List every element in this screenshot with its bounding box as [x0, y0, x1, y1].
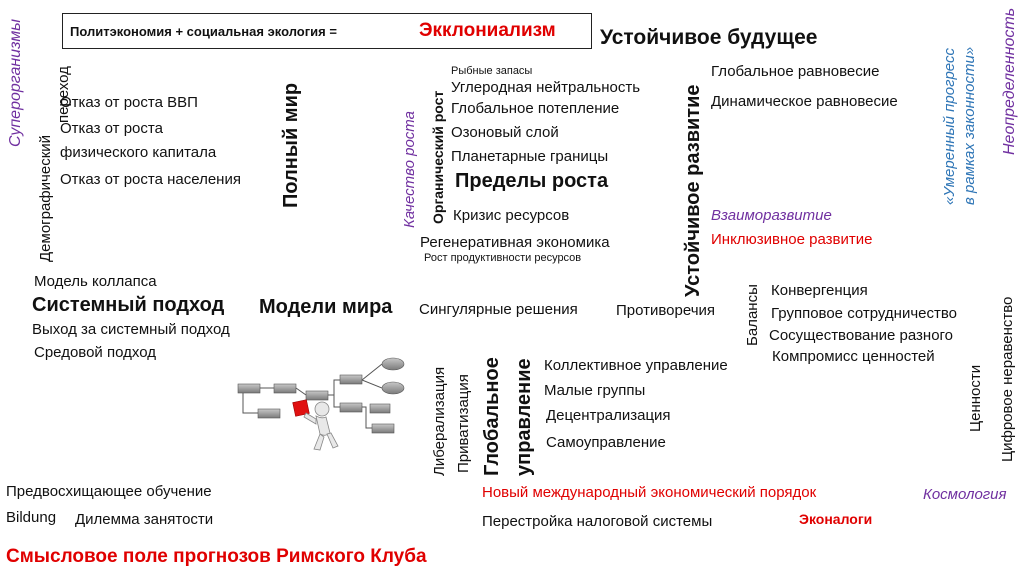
moderate-progress-label-1: «Умеренный прогресс — [941, 48, 958, 205]
resource-productivity: Рост продуктивности ресурсов — [424, 252, 582, 264]
fish-stocks: Рыбные запасы — [451, 65, 533, 77]
global-equilibrium: Глобальное равновесие — [711, 63, 880, 80]
regenerative-economy: Регенеративная экономика — [420, 234, 610, 251]
resource-crisis: Кризис ресурсов — [453, 207, 570, 224]
balances-label: Балансы — [744, 284, 761, 346]
left-item-capital-1: Отказ от роста — [60, 120, 163, 137]
coexistence: Сосуществование разного — [769, 327, 954, 344]
new-economic-order: Новый международный экономический порядок — [482, 484, 817, 501]
global-governance-label-1: Глобальное — [481, 357, 503, 476]
decentralization: Децентрализация — [546, 407, 671, 424]
ozone-layer: Озоновый слой — [451, 124, 559, 141]
small-groups: Малые группы — [544, 382, 646, 399]
organic-growth-label: Органический рост — [430, 90, 446, 224]
carbon-neutrality: Углеродная нейтральность — [451, 79, 641, 96]
contradictions: Противоречия — [616, 302, 716, 319]
quality-growth-label: Качество роста — [401, 111, 418, 228]
left-item-gdp: Отказ от роста ВВП — [60, 94, 198, 111]
global-warming: Глобальное потепление — [451, 100, 620, 117]
sustainable-future-heading: Устойчивое будущее — [600, 26, 818, 49]
digital-inequality-label: Цифровое неравенство — [999, 296, 1016, 462]
tax-restructuring: Перестройка налоговой системы — [482, 513, 713, 530]
full-world-label: Полный мир — [280, 82, 302, 208]
liberalization-label: Либерализация — [431, 366, 448, 476]
title-box-prefix: Политэкономия + социальная экология = — [70, 24, 337, 39]
inclusive-development: Инклюзивное развитие — [711, 231, 873, 248]
group-cooperation: Групповое сотрудничество — [771, 305, 958, 322]
compromise-values: Компромисс ценностей — [772, 348, 935, 365]
bildung: Bildung — [6, 509, 57, 526]
left-item-population: Отказ от роста населения — [60, 171, 241, 188]
left-item-capital-2: физического капитала — [60, 144, 217, 161]
collective-governance: Коллективное управление — [544, 357, 728, 374]
dynamic-equilibrium: Динамическое равновесие — [711, 93, 898, 110]
moderate-progress-label-2: в рамках законности» — [961, 46, 978, 205]
anticipatory-learning: Предвосхищающее обучение — [6, 483, 212, 500]
collapse-model: Модель коллапса — [34, 273, 157, 290]
values-label: Ценности — [967, 364, 984, 432]
self-governance: Самоуправление — [546, 434, 666, 451]
title-box-highlight: Экклониализм — [419, 20, 556, 41]
footer-title: Смысловое поле прогнозов Римского Клуба — [6, 546, 427, 567]
convergence: Конвергенция — [771, 282, 868, 299]
uncertainty-label: Неопределенность — [1001, 7, 1018, 155]
sustainable-development-label: Устойчивое развитие — [682, 84, 704, 297]
demographic-transition-label-2: переход — [55, 66, 72, 123]
global-governance-label-2: управление — [513, 358, 535, 476]
planetary-boundaries: Планетарные границы — [451, 148, 609, 165]
cosmology: Космология — [923, 486, 1007, 503]
employment-dilemma: Дилемма занятости — [75, 511, 214, 528]
co-development: Взаиморазвитие — [711, 207, 832, 224]
beyond-systems: Выход за системный подход — [32, 321, 230, 338]
privatization-label: Приватизация — [455, 374, 472, 473]
flowchart-illustration — [230, 355, 410, 455]
superorganisms-label: Суперорганизмы — [7, 18, 24, 147]
world-models: Модели мира — [259, 296, 393, 318]
limits-to-growth: Пределы роста — [455, 170, 609, 192]
systems-approach: Системный подход — [32, 294, 225, 316]
demographic-transition-label-1: Демографический — [37, 134, 54, 262]
environmental-approach: Средовой подход — [34, 344, 156, 361]
eco-taxes: Эконалоги — [799, 511, 873, 527]
singular-solutions: Сингулярные решения — [419, 301, 578, 318]
